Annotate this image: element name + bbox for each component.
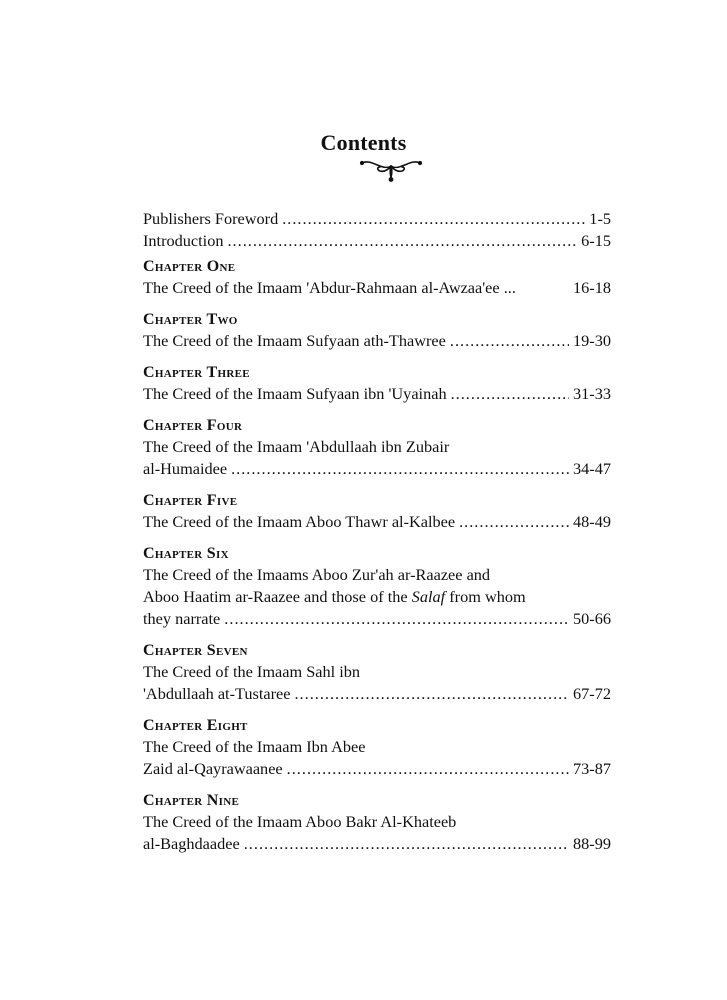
toc-entry-chapter-five[interactable] xyxy=(143,511,611,533)
entry-label: al-Humaidee xyxy=(143,459,228,478)
entry-pages: 88-99 xyxy=(573,834,611,853)
toc-entry-chapter-three[interactable] xyxy=(143,383,611,405)
chapter-heading: Chapter Two xyxy=(143,311,238,328)
chapter-heading: Chapter Nine xyxy=(143,792,240,809)
toc-entry-chapter-four[interactable] xyxy=(143,458,611,480)
leader-dots xyxy=(294,683,569,705)
leader-dots xyxy=(451,383,569,405)
entry-line-start: Aboo Haatim ar-Raazee and those of the xyxy=(143,587,408,606)
entry-line xyxy=(143,586,611,608)
entry-label: they narrate xyxy=(143,609,221,628)
entry-label: 'Abdullaah at-Tustaree xyxy=(143,684,291,703)
chapter-heading: Chapter Three xyxy=(143,364,250,381)
leader-dots xyxy=(231,458,569,480)
entry-pages: 6-15 xyxy=(581,231,611,250)
entry-label: The Creed of the Imaam Sufyaan ibn 'Uyainah xyxy=(143,384,447,403)
toc-entry-introduction[interactable] xyxy=(143,230,611,252)
entry-pages: 48-49 xyxy=(573,512,611,531)
toc-entry-chapter-two[interactable] xyxy=(143,330,611,352)
leader-dots xyxy=(450,330,569,352)
leader-dots xyxy=(287,758,569,780)
entry-label: Zaid al-Qayrawaanee xyxy=(143,759,283,778)
entry-line: The Creed of the Imaam 'Abdullaah ibn Zubair xyxy=(143,437,450,456)
entry-line-end: from whom xyxy=(449,587,526,606)
table-of-contents xyxy=(143,208,611,855)
entry-line: The Creed of the Imaam Sahl ibn xyxy=(143,662,361,681)
toc-entry-publishers-foreword[interactable] xyxy=(143,208,611,230)
entry-pages: 19-30 xyxy=(573,331,611,350)
entry-label: The Creed of the Imaam 'Abdur-Rahmaan al-Awzaa'ee ... xyxy=(143,278,516,297)
leader-dots xyxy=(244,833,569,855)
chapter-heading: Chapter One xyxy=(143,258,236,275)
chapter-heading: Chapter Six xyxy=(143,545,229,562)
entry-label: Publishers Foreword xyxy=(143,209,279,228)
fleuron-ornament-icon xyxy=(358,156,424,182)
entry-line-italic: Salaf xyxy=(411,587,446,606)
chapter-heading: Chapter Four xyxy=(143,417,243,434)
entry-pages: 50-66 xyxy=(573,609,611,628)
chapter-heading: Chapter Five xyxy=(143,492,238,509)
entry-pages: 16-18 xyxy=(573,278,611,297)
toc-entry-chapter-eight[interactable] xyxy=(143,758,611,780)
entry-line: The Creed of the Imaams Aboo Zur'ah ar-Raazee and xyxy=(143,565,491,584)
entry-pages: 67-72 xyxy=(573,684,611,703)
chapter-heading: Chapter Seven xyxy=(143,642,248,659)
toc-entry-chapter-six[interactable] xyxy=(143,608,611,630)
leader-dots xyxy=(282,208,585,230)
toc-entry-chapter-nine[interactable] xyxy=(143,833,611,855)
entry-line: The Creed of the Imaam Aboo Bakr Al-Khateeb xyxy=(143,812,457,831)
leader-dots xyxy=(224,608,569,630)
leader-dots xyxy=(459,511,569,533)
page-title: Contents xyxy=(320,130,407,155)
toc-entry-chapter-seven[interactable] xyxy=(143,683,611,705)
entry-pages: 34-47 xyxy=(573,459,611,478)
toc-entry-chapter-one[interactable] xyxy=(143,277,611,299)
entry-pages: 31-33 xyxy=(573,384,611,403)
entry-label: al-Baghdaadee xyxy=(143,834,240,853)
entry-label: The Creed of the Imaam Aboo Thawr al-Kalbee xyxy=(143,512,456,531)
leader-dots xyxy=(227,230,577,252)
entry-pages: 73-87 xyxy=(573,759,611,778)
entry-label: The Creed of the Imaam Sufyaan ath-Thawree xyxy=(143,331,446,350)
entry-line: The Creed of the Imaam Ibn Abee xyxy=(143,737,366,756)
entry-pages: 1-5 xyxy=(589,209,611,228)
chapter-heading: Chapter Eight xyxy=(143,717,248,734)
entry-label: Introduction xyxy=(143,231,224,250)
